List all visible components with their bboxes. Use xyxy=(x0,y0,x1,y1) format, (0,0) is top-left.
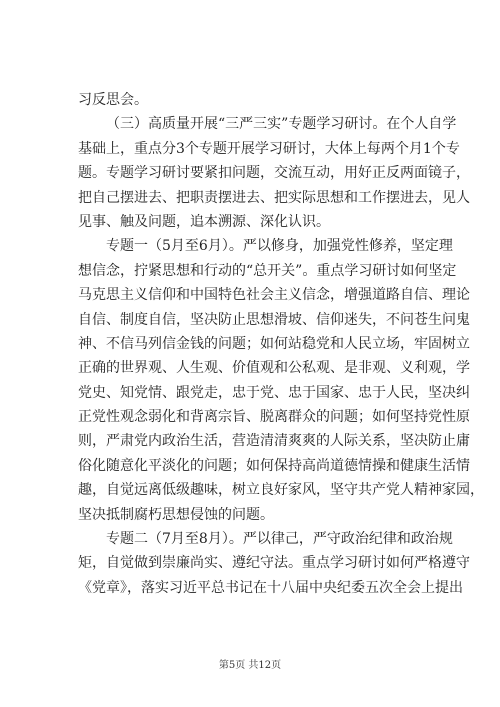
text-line: 题。专题学习研讨要紧扣问题，交流互动，用好正反两面镜子， xyxy=(78,165,470,182)
text-line: 想信念，拧紧思想和行动的“总开关”。重点学习研讨如何坚定 xyxy=(78,262,457,279)
text-line: 自信、制度自信，坚决防止思想滑坡、信仰迷失，不问苍生问鬼 xyxy=(78,311,470,328)
text-line: 正党性观念弱化和背离宗旨、脱离群众的问题；如何坚持党性原 xyxy=(78,409,470,426)
text-line: 习反思会。 xyxy=(78,92,148,108)
text-line: （三）高质量开展“三严三实”专题学习研讨。在个人自学 xyxy=(106,116,457,133)
page-footer: 第5页 共12页 xyxy=(218,660,282,671)
document-body xyxy=(78,88,484,600)
text-line: 矩，自觉做到崇廉尚实、遵纪守法。重点学习研讨如何严格遵守 xyxy=(78,555,470,572)
text-line: 专题一（5月至6月）。严以修身，加强党性修养，坚定理 xyxy=(106,238,453,255)
text-line: 把自己摆进去、把职责摆进去、把实际思想和工作摆进去，见人 xyxy=(78,189,470,206)
text-line: 趣，自觉远离低级趣味，树立良好家风，坚守共产党人精神家园， xyxy=(78,482,484,499)
text-line: 则，严肃党内政治生活，营造清清爽爽的人际关系，坚决防止庸 xyxy=(78,433,470,450)
text-line: 正确的世界观、人生观、价值观和公私观、是非观、义利观，学 xyxy=(78,360,470,377)
text-line: 《党章》，落实习近平总书记在十八届中央纪委五次全会上提出 xyxy=(78,579,463,596)
text-line: 神、不信马列信金钱的问题；如何站稳党和人民立场，牢固树立 xyxy=(78,335,470,352)
text-line: 坚决抵制腐朽思想侵蚀的问题。 xyxy=(78,506,274,523)
text-line: 俗化随意化平淡化的问题；如何保持高尚道德情操和健康生活情 xyxy=(78,457,470,474)
text-line: 党史、知党情、跟党走，忠于党、忠于国家、忠于人民，坚决纠 xyxy=(78,384,470,401)
text-line: 基础上，重点分3个专题开展学习研讨，大体上每两个月1个专 xyxy=(78,140,460,157)
text-line: 见事、触及问题，追本溯源、深化认识。 xyxy=(78,213,330,230)
text-line: 马克思主义信仰和中国特色社会主义信念，增强道路自信、理论 xyxy=(78,287,470,304)
text-line: 专题二（7月至8月）。严以律己，严守政治纪律和政治规 xyxy=(106,531,453,548)
